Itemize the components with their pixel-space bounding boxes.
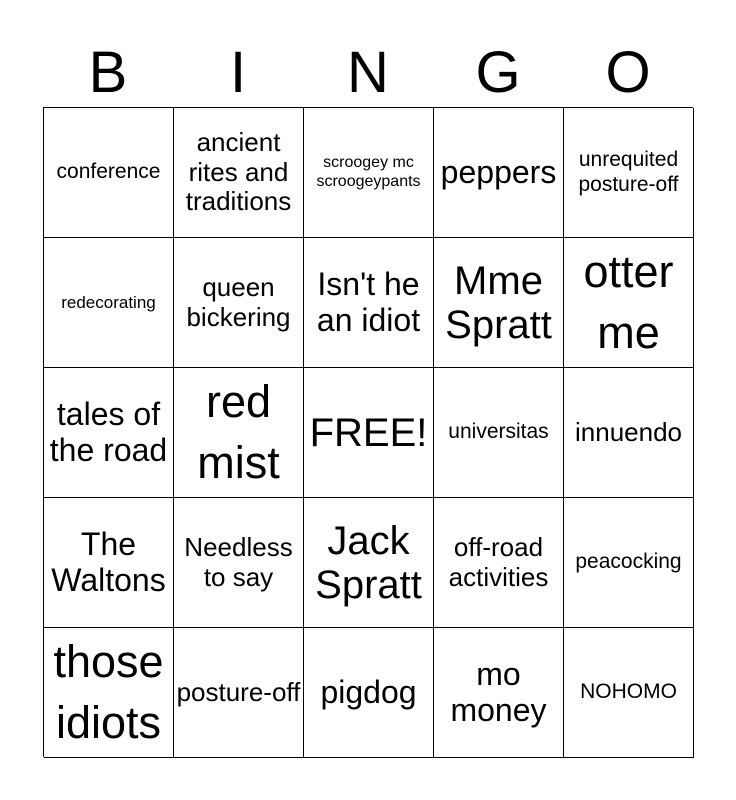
cell-text: NOHOMO [580,680,677,704]
cell-text: off-road activities [448,531,549,592]
cell-text: Isn't he an idiot [316,266,421,338]
header-letter-b: B [88,40,128,105]
cell-text: The Waltons [51,526,166,598]
bingo-cell[interactable] [304,498,434,628]
cell-text: universitas [448,420,549,444]
cell-text: Mme Spratt [445,258,552,347]
header-letter-n: N [347,40,389,105]
cell-text: mo money [450,656,547,728]
bingo-cell[interactable] [174,628,304,758]
bingo-cell[interactable] [434,628,564,758]
bingo-header [43,40,693,106]
bingo-cell[interactable] [174,238,304,368]
cell-text: ancient rites and traditions [185,126,292,217]
cell-text: Needless to say [184,531,293,592]
free-space-cell[interactable] [304,368,434,498]
bingo-cell[interactable] [564,108,694,238]
bingo-cell[interactable] [44,628,174,758]
bingo-cell[interactable] [44,238,174,368]
cell-text: tales of the road [49,396,168,468]
bingo-cell[interactable] [564,238,694,368]
bingo-cell[interactable] [174,108,304,238]
bingo-cell[interactable] [44,368,174,498]
cell-text: posture-off [176,677,301,708]
cell-text: pigdog [320,674,417,711]
bingo-cell[interactable] [564,498,694,628]
bingo-cell[interactable] [434,108,564,238]
bingo-cell[interactable] [304,628,434,758]
bingo-cell[interactable] [44,498,174,628]
cell-text: queen bickering [186,271,291,332]
cell-text: red mist [197,375,280,488]
cell-text: scroogey mc scroogeypants [316,154,421,190]
bingo-cell[interactable] [434,498,564,628]
bingo-cell[interactable] [174,498,304,628]
bingo-cell[interactable] [44,108,174,238]
bingo-board [43,107,693,757]
cell-text: peacocking [575,550,682,574]
cell-text: innuendo [575,416,682,447]
cell-text: redecorating [61,292,156,312]
header-letter-o: O [605,40,651,105]
bingo-cell[interactable] [434,368,564,498]
bingo-cell[interactable] [304,238,434,368]
cell-text: conference [56,160,161,184]
bingo-cell[interactable] [564,368,694,498]
bingo-cell[interactable] [304,108,434,238]
free-space-text: FREE! [309,410,428,455]
cell-text: Jack Spratt [315,518,422,607]
cell-text: those idiots [53,635,164,748]
bingo-cell[interactable] [174,368,304,498]
bingo-cell[interactable] [434,238,564,368]
cell-text: peppers [440,154,557,191]
header-letter-g: G [475,40,521,105]
header-letter-i: I [229,40,247,105]
cell-text: otter me [583,245,674,358]
bingo-cell[interactable] [564,628,694,758]
cell-text: unrequited posture-off [578,148,679,196]
